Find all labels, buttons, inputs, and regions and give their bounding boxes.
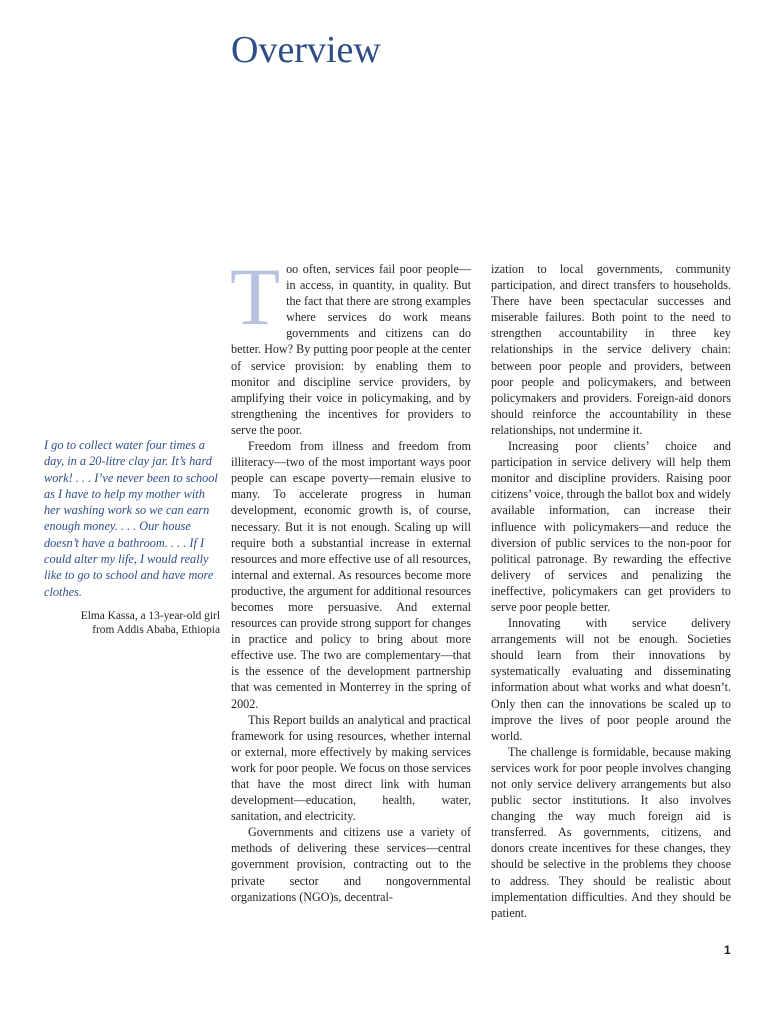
drop-cap: T <box>230 251 281 342</box>
paragraph <box>230 251 471 438</box>
paragraph: Increasing poor clients’ choice and participation in service delivery will help them monitor and discipline providers. Raising poor citizens’ voice, through the ballot box and widely available information, can increase their influence with policymakers—and reduce the diversion of public services to the non-poor for political patronage. By rewarding the effective delivery of services and penalizing the ineffective, policymakers can get providers to serve poor people better. <box>491 439 731 614</box>
body-column-1 <box>230 251 471 905</box>
page-number: 1 <box>724 943 731 957</box>
paragraph: This Report builds an analytical and practical framework for using resources, whether internal or external, more effectively by making services work for poor people. We focus on those services that have the most direct link with human development—education, health, water, sanitation, and electricity. <box>231 712 471 824</box>
sidebar-quote-box <box>44 437 220 638</box>
paragraph: The challenge is formidable, because making services work for poor people involves changing not only service delivery arrangements but also public sector institutions. It also involves changing the way much foreign aid is transferred. As governments, citizens, and donors create incentives for these changes, they should be selective in the problems they choose to address. They should be realistic about implementation difficulties. And they should be patient. <box>491 744 731 920</box>
paragraph: Freedom from illness and freedom from illiteracy—two of the most important ways poor people can escape poverty—remain elusive to many. To accelerate progress in human development, economic growth is, of course, necessary. But it is not enough. Scaling up will require both a substantial increase in external resources and more effective use of all resources, internal and external. As resources become more productive, the argument for additional resources becomes more persuasive. And external resources can provide strong support for changes in practice and policy to bring about more effective use. The two are complementary—that is the essence of the development partnership that was cemented in Monterrey in the spring of 2002. <box>231 439 471 711</box>
quote-attribution <box>44 609 220 638</box>
paragraph: Innovating with service delivery arrangements will not be enough. Societies should learn from their innovations by systematically evaluating and disseminating information about what works and what doesn’t. Only then can the innovations be scaled up to improve the lives of poor people around the world. <box>491 616 731 743</box>
paragraph: ization to local governments, community participation, and direct transfers to households. There have been spectacular successes and miserable failures. Both point to the need to strengthen accountability in three key relationships in the service delivery chain: between poor people and providers, between poor people and policymakers, and between policymakers and providers. Foreign-aid donors should reinforce the accountability in these relationships, not undermine it. <box>491 262 731 437</box>
paragraph: Governments and citizens use a variety of methods of delivering these services—central government provision, contracting out to the private sector and nongovernmental organizations (NGO)s, decentral- <box>231 825 471 904</box>
pull-quote: I go to collect water four times a day, in a 20-litre clay jar. It’s hard work! . . . I’ve never been to school as I have to help my mother with her washing work so we can earn enough money. . . . Our house doesn’t have a bathroom. . . . If I could alter my life, I would really like to go to school and have more clothes. <box>44 438 218 599</box>
body-column-2 <box>491 261 731 921</box>
paragraph-text: oo often, services fail poor people—in access, in quantity, in quality. But the fact that there are strong examples where services do work means governments and citizens can do better. How? By putting poor people at the center of service provision: by enabling them to monitor and discipline service providers, by amplifying their voice in policymaking, and by strengthening the incentives for providers to serve the poor. <box>231 262 471 437</box>
attribution-line-2: from Addis Ababa, Ethiopia <box>92 624 220 637</box>
attribution-line-1: Elma Kassa, a 13-year-old girl <box>80 609 220 622</box>
page-title: Overview <box>231 29 381 71</box>
